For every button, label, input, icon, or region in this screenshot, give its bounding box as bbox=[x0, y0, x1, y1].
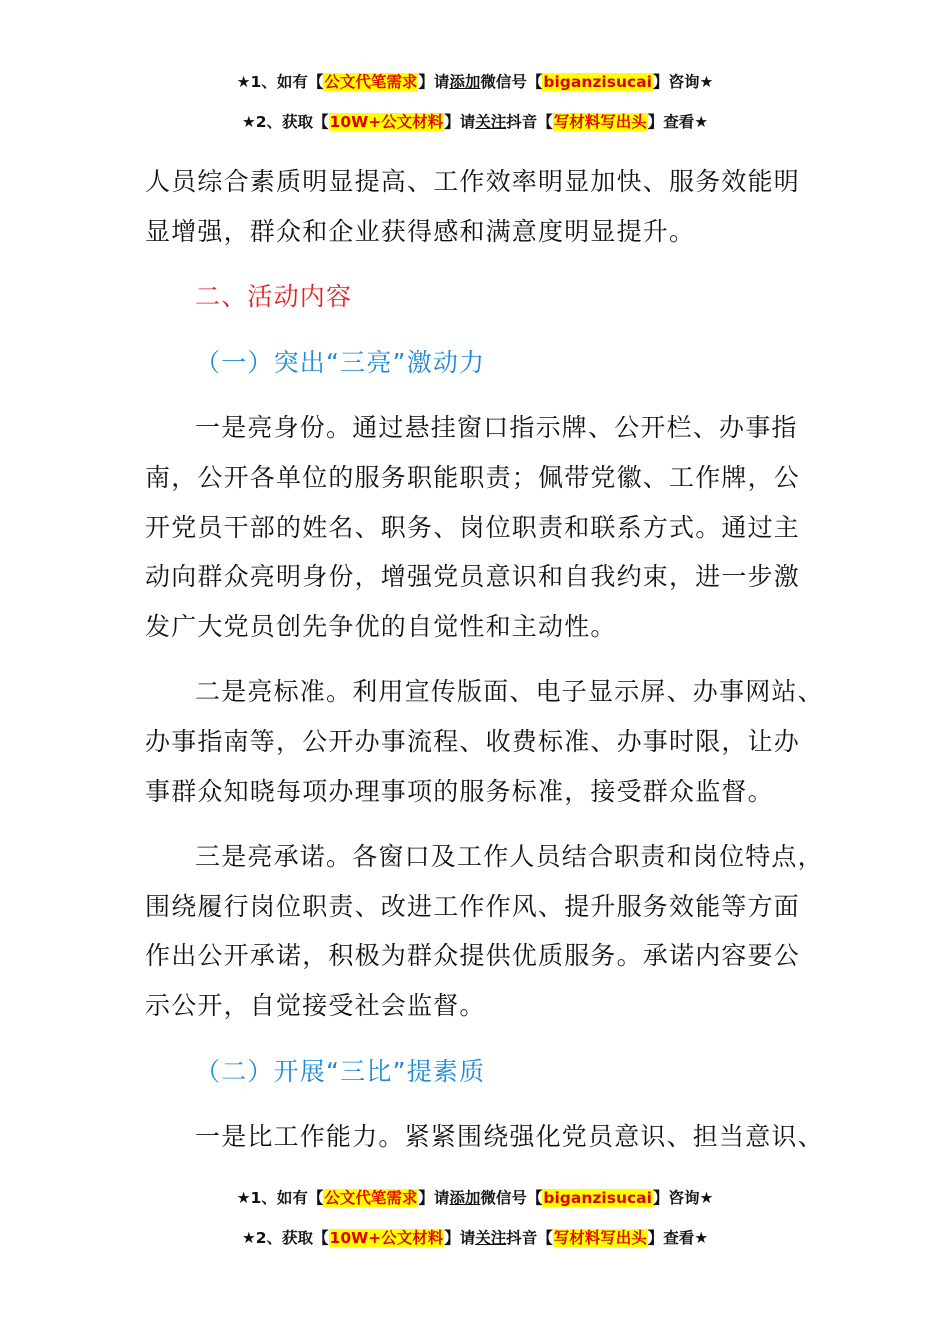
banner-text: 微信号【 bbox=[480, 1189, 543, 1207]
banner-underlined-text: 添加 bbox=[449, 1189, 481, 1207]
banner-underlined-text: 添加 bbox=[449, 73, 481, 91]
banner-text: ★2、获取【 bbox=[241, 1229, 329, 1247]
subsection-heading: （一）突出“三亮”激动力 bbox=[195, 347, 486, 377]
banner-text: 微信号【 bbox=[480, 73, 543, 91]
banner-text: 抖音【 bbox=[506, 1229, 553, 1247]
footer-banner bbox=[0, 1178, 950, 1258]
banner-line-2 bbox=[0, 102, 950, 142]
highlight-tag: 10W+公文材料 bbox=[329, 1229, 444, 1247]
section-heading: 二、活动内容 bbox=[195, 282, 353, 312]
highlight-tag: 写材料写出头 bbox=[553, 1229, 647, 1247]
banner-text: 】请 bbox=[418, 1189, 450, 1207]
subsection-heading: （二）开展“三比”提素质 bbox=[195, 1056, 486, 1086]
banner-text: 】查看★ bbox=[647, 113, 709, 131]
banner-text: 】请 bbox=[444, 1229, 476, 1247]
document-body bbox=[145, 157, 825, 1162]
banner-text: 】咨询★ bbox=[652, 1189, 714, 1207]
banner-underlined-text: 关注 bbox=[475, 113, 507, 131]
banner-text: 】查看★ bbox=[647, 1229, 709, 1247]
paragraph: 三是亮承诺。各窗口及工作人员结合职责和岗位特点，围绕履行岗位职责、改进工作作风、提升服务效能等方面作出公开承诺，积极为群众提供优质服务。承诺内容要公示公开，自觉接受社会监督。 bbox=[145, 842, 824, 1020]
paragraph: 一是亮身份。通过悬挂窗口指示牌、公开栏、办事指南，公开各单位的服务职能职责；佩带党徽、工作牌，公开党员干部的姓名、职务、岗位职责和联系方式。通过主动向群众亮明身份，增强党员意识和自我约束，进一步激发广大党员创先争优的自觉性和主动性。 bbox=[145, 413, 801, 641]
highlight-tag: biganzisucai bbox=[543, 1189, 652, 1207]
banner-text: 】咨询★ bbox=[652, 73, 714, 91]
banner-text: 】请 bbox=[444, 113, 476, 131]
banner-text: ★2、获取【 bbox=[241, 113, 329, 131]
paragraph: 二是亮标准。利用宣传版面、电子显示屏、办事网站、办事指南等，公开办事流程、收费标准、办事时限，让办事群众知晓每项办理事项的服务标准，接受群众监督。 bbox=[145, 677, 824, 806]
highlight-tag: 公文代笔需求 bbox=[324, 1189, 418, 1207]
highlight-tag: biganzisucai bbox=[543, 73, 652, 91]
banner-text: 】请 bbox=[418, 73, 450, 91]
highlight-tag: 公文代笔需求 bbox=[324, 73, 418, 91]
highlight-tag: 写材料写出头 bbox=[553, 113, 647, 131]
banner-text: ★1、如有【 bbox=[236, 73, 324, 91]
banner-line-1 bbox=[0, 1178, 950, 1218]
paragraph: 一是比工作能力。紧紧围绕强化党员意识、担当意识、 bbox=[195, 1122, 824, 1152]
banner-text: ★1、如有【 bbox=[236, 1189, 324, 1207]
header-banner bbox=[0, 62, 950, 142]
highlight-tag: 10W+公文材料 bbox=[329, 113, 444, 131]
banner-text: 抖音【 bbox=[506, 113, 553, 131]
banner-underlined-text: 关注 bbox=[475, 1229, 507, 1247]
banner-line-2 bbox=[0, 1218, 950, 1258]
paragraph: 人员综合素质明显提高、工作效率明显加快、服务效能明显增强，群众和企业获得感和满意度明显提升。 bbox=[145, 167, 801, 246]
banner-line-1 bbox=[0, 62, 950, 102]
